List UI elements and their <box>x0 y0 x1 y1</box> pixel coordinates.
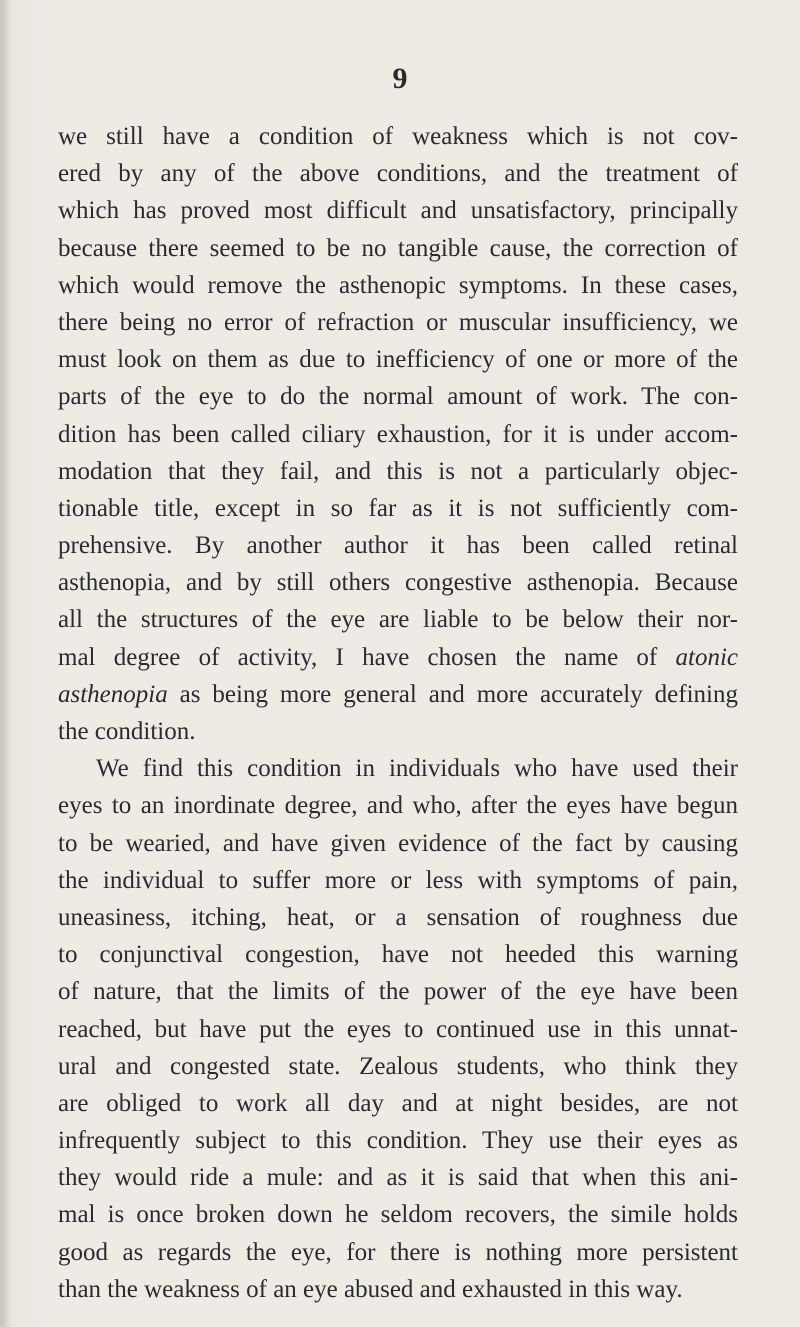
body-text <box>58 118 738 1308</box>
text-line: modation that they fail, and this is not a particularly objec- <box>58 457 738 485</box>
text-line-with-italic <box>58 676 738 713</box>
text-line: reached, but have put the eyes to continued use in this unnat- <box>58 1015 738 1043</box>
text-line: which would remove the asthenopic symptoms. In these cases, <box>58 271 738 299</box>
text-line: mal is once broken down he seldom recovers, the simile holds <box>58 1201 738 1229</box>
text-line: asthenopia, and by still others congestive asthenopia. Because <box>58 569 738 597</box>
text-line: the condition. <box>58 718 196 745</box>
text-line: prehensive. By another author it has been called retinal <box>58 532 738 560</box>
page-number: 9 <box>392 62 408 95</box>
text-line: ered by any of the above conditions, and the treatment of <box>58 160 738 188</box>
text-line: there being no error of refraction or muscular insufficiency, we <box>58 308 738 336</box>
text-line: must look on them as due to inefficiency of one or more of the <box>58 346 738 374</box>
text-segment: as being more general and more accurately defining <box>179 680 738 708</box>
text-line-with-italic <box>58 639 738 676</box>
text-line: than the weakness of an eye abused and exhausted in this way. <box>58 1275 683 1303</box>
text-line: because there seemed to be no tangible cause, the correction of <box>58 234 738 262</box>
text-line: all the structures of the eye are liable to be below their nor- <box>58 606 738 634</box>
text-line: infrequently subject to this condition. They use their eyes as <box>58 1127 738 1155</box>
text-line-indented: We find this condition in individuals who have used their <box>96 755 738 783</box>
italic-term: asthenopia <box>58 680 168 708</box>
text-line: are obliged to work all day and at night besides, are not <box>58 1089 738 1117</box>
text-line: uneasiness, itching, heat, or a sensation of roughness due <box>58 903 738 931</box>
text-line: we still have a condition of weakness which is not cov- <box>58 123 738 150</box>
italic-term: atonic <box>675 643 739 671</box>
text-line: ural and congested state. Zealous students, who think they <box>58 1052 738 1080</box>
text-line: dition has been called ciliary exhaustion, for it is under accom- <box>58 420 738 448</box>
text-line: good as regards the eye, for there is nothing more persistent <box>58 1238 738 1266</box>
text-line: they would ride a mule: and as it is said that when this ani- <box>58 1164 738 1192</box>
text-line: to conjunctival congestion, have not heeded this warning <box>58 941 738 969</box>
text-line: eyes to an inordinate degree, and who, after the eyes have begun <box>58 792 738 820</box>
text-line: tionable title, except in so far as it is not sufficiently com- <box>58 494 738 522</box>
page-gutter-shadow <box>0 0 10 1327</box>
text-segment: mal degree of activity, I have chosen the name of <box>58 643 658 671</box>
text-line: to be wearied, and have given evidence of the fact by causing <box>58 829 738 857</box>
text-line: the individual to suffer more or less with symptoms of pain, <box>58 866 738 894</box>
text-line: which has proved most difficult and unsatisfactory, principally <box>58 197 738 225</box>
text-line: of nature, that the limits of the power of the eye have been <box>58 978 738 1006</box>
text-line: parts of the eye to do the normal amount of work. The con- <box>58 383 738 411</box>
